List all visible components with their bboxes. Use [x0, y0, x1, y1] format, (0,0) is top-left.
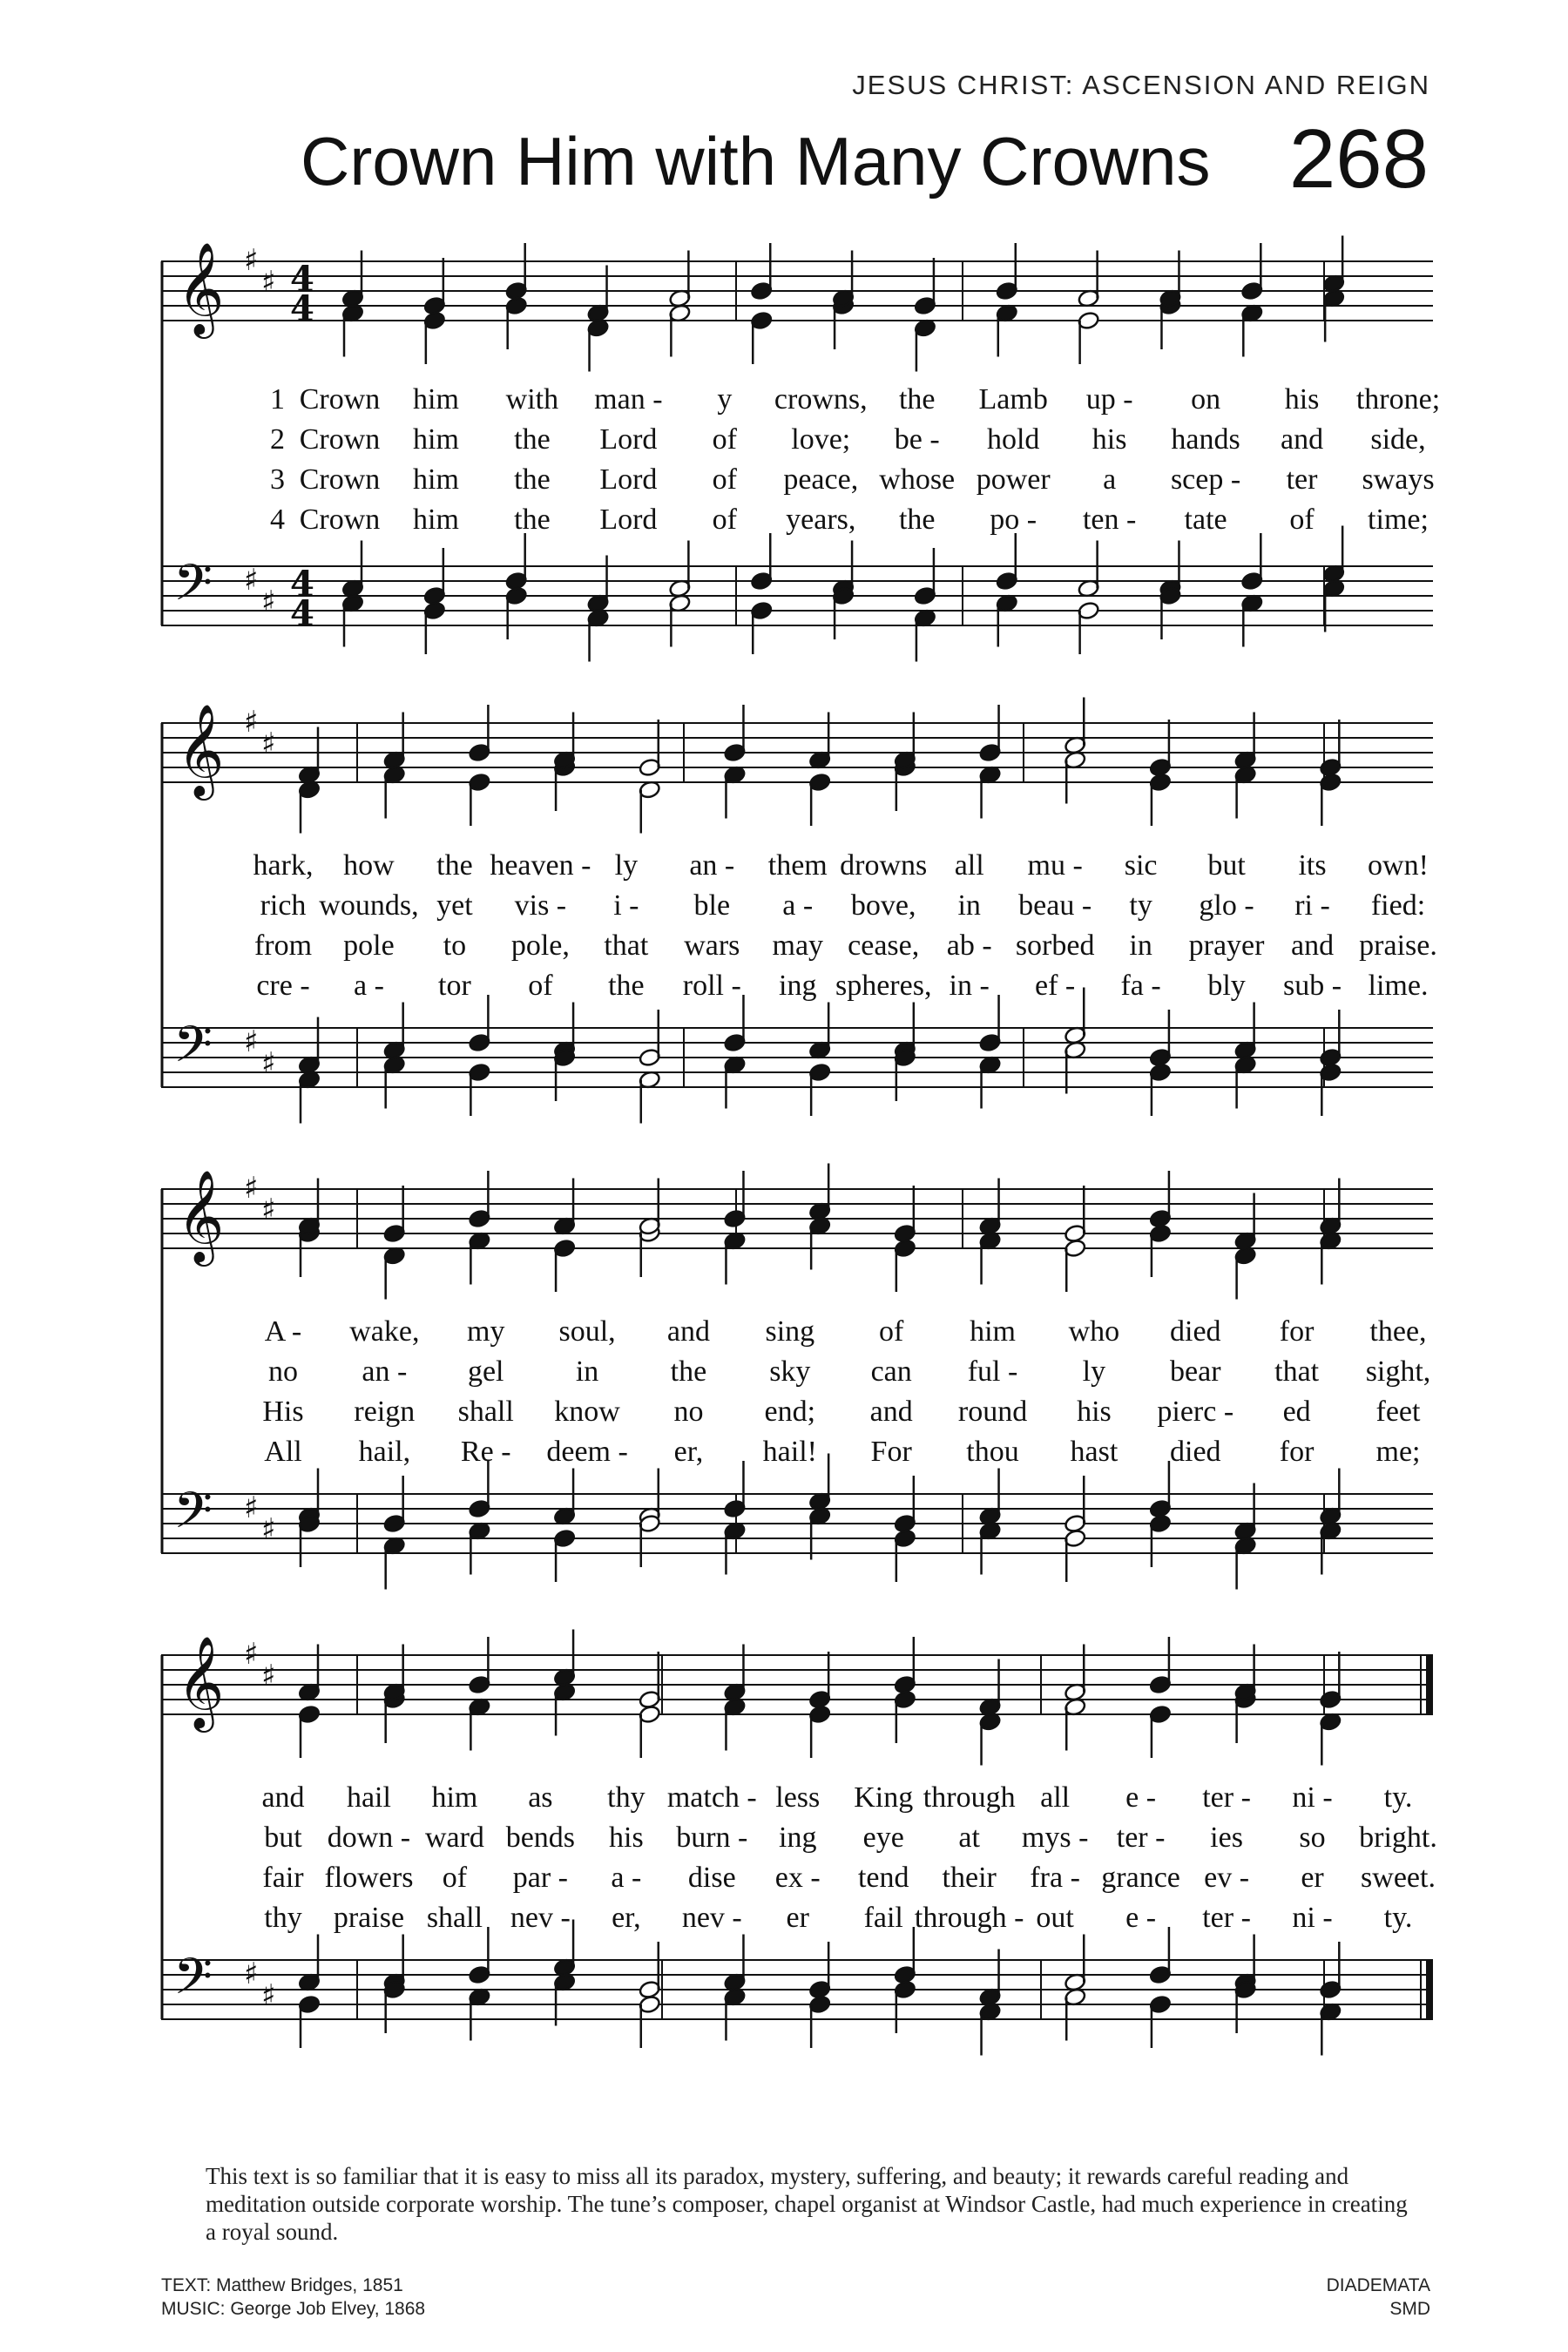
lyric-syllable: shall — [457, 1396, 514, 1428]
lyric-syllable: ty. — [1383, 1781, 1413, 1814]
lyric-syllable: him — [413, 463, 459, 496]
verse-line — [161, 1902, 1433, 1940]
lyric-syllable: of — [712, 423, 737, 456]
verse-line — [161, 889, 1433, 928]
stanza-number: 4 — [270, 504, 285, 536]
stanza-number: 3 — [270, 463, 285, 496]
meter: SMD — [1389, 2299, 1430, 2319]
verse-line — [161, 1355, 1433, 1394]
lyric-syllable: soul, — [558, 1315, 616, 1348]
lyric-syllable: his — [1284, 383, 1320, 416]
lyric-syllable: an - — [689, 849, 735, 882]
lyric-syllable: at — [958, 1821, 980, 1854]
lyric-syllable: ly — [1082, 1355, 1106, 1388]
verse-line — [161, 849, 1433, 888]
lyric-syllable: eye — [862, 1821, 904, 1854]
lyric-syllable: all — [954, 849, 984, 882]
lyric-syllable: the — [514, 423, 551, 456]
credits-left — [161, 2274, 425, 2321]
lyric-syllable: in - — [949, 970, 990, 1002]
lyric-syllable: so — [1299, 1821, 1326, 1854]
lyric-syllable: roll - — [682, 970, 741, 1002]
lyric-syllable: up - — [1085, 383, 1133, 416]
lyric-syllable: flowers — [324, 1862, 414, 1894]
lyric-syllable: bends — [505, 1821, 576, 1854]
lyric-syllable: through - — [914, 1902, 1024, 1934]
lyric-syllable: prayer — [1188, 929, 1265, 962]
sharp-icon: ♯ — [244, 243, 259, 278]
lyric-syllable: His — [262, 1396, 304, 1428]
treble-clef-icon: 𝄞 — [177, 1169, 225, 1262]
lyric-syllable: thou — [966, 1436, 1019, 1468]
bass-clef-icon: 𝄢 — [173, 553, 213, 625]
lyric-syllable: in — [1129, 929, 1152, 962]
lyric-syllable: pole — [343, 929, 395, 962]
lyric-syllable: ter — [1286, 463, 1318, 496]
lyric-syllable: bove, — [850, 889, 916, 922]
lyric-syllable: Crown — [299, 423, 381, 456]
lyric-syllable: him — [970, 1315, 1016, 1348]
lyric-syllable: in — [957, 889, 981, 922]
lyric-syllable: drowns — [840, 849, 928, 882]
lyric-syllable: glo - — [1199, 889, 1254, 922]
verse-line — [161, 1862, 1436, 1900]
lyric-syllable: the — [898, 504, 936, 536]
lyric-syllable: man - — [594, 383, 663, 416]
lyric-syllable: po - — [990, 504, 1037, 536]
lyric-syllable: with — [505, 383, 559, 416]
lyric-syllable: cease, — [848, 929, 920, 962]
lyric-syllable: grance — [1101, 1862, 1180, 1894]
lyric-syllable: praise — [333, 1902, 405, 1934]
lyric-syllable: wounds, — [319, 889, 419, 922]
lyric-syllable: scep - — [1170, 463, 1241, 496]
lyric-syllable: ev - — [1204, 1862, 1250, 1894]
lyric-syllable: spheres, — [835, 970, 932, 1002]
lyric-syllable: how — [343, 849, 395, 882]
sharp-icon: ♯ — [261, 727, 276, 761]
sharp-icon: ♯ — [261, 1512, 276, 1547]
verse-line — [161, 929, 1437, 968]
lyric-syllable: him — [413, 504, 459, 536]
final-barline — [1426, 1655, 1433, 1714]
lyric-syllable: hast — [1070, 1436, 1119, 1468]
time-signature-4: 4 — [290, 288, 314, 329]
sharp-icon: ♯ — [244, 1024, 259, 1059]
sharp-icon: ♯ — [244, 1171, 259, 1206]
lyric-syllable: round — [957, 1396, 1028, 1428]
sharp-icon: ♯ — [261, 1659, 276, 1693]
section-label: JESUS CHRIST: ASCENSION AND REIGN — [852, 70, 1430, 100]
sharp-icon: ♯ — [244, 1957, 259, 1991]
lyric-syllable: of — [528, 970, 553, 1002]
lyric-syllable: time; — [1368, 504, 1429, 536]
lyric-syllable: a - — [782, 889, 814, 922]
lyric-syllable: can — [870, 1355, 912, 1388]
lyric-syllable: to — [443, 929, 467, 962]
lyric-syllable: praise. — [1359, 929, 1437, 962]
lyric-syllable: power — [976, 463, 1051, 496]
lyric-syllable: and — [261, 1781, 305, 1814]
lyric-syllable: no — [673, 1396, 704, 1428]
lyric-syllable: cre - — [256, 970, 310, 1002]
bass-clef-icon: 𝄢 — [173, 1947, 213, 2018]
lyric-syllable: an - — [362, 1355, 408, 1388]
lyric-syllable: ble — [693, 889, 731, 922]
lyric-syllable: sub - — [1283, 970, 1342, 1002]
verse-line — [161, 1781, 1433, 1820]
lyric-syllable: thy — [607, 1781, 645, 1814]
lyric-syllable: through — [923, 1781, 1016, 1814]
lyric-syllable: him — [431, 1781, 478, 1814]
lyric-syllable: sorbed — [1015, 929, 1095, 962]
lyric-syllable: a — [1103, 463, 1117, 496]
lyric-syllable: bright. — [1359, 1821, 1437, 1854]
text-credit: TEXT: Matthew Bridges, 1851 — [161, 2275, 403, 2295]
lyric-syllable: me; — [1375, 1436, 1421, 1468]
lyric-syllable: feet — [1375, 1396, 1421, 1428]
lyric-syllable: a - — [353, 970, 384, 1002]
lyric-syllable: ex - — [774, 1862, 821, 1894]
bass-clef-icon: 𝄢 — [173, 1015, 213, 1086]
lyric-syllable: his — [609, 1821, 644, 1854]
lyric-syllable: shall — [426, 1902, 483, 1934]
lyric-syllable: that — [604, 929, 649, 962]
lyric-syllable: may — [772, 929, 824, 962]
lyric-syllable: Crown — [299, 504, 381, 536]
lyric-syllable: Crown — [299, 383, 381, 416]
lyric-syllable: but — [264, 1821, 302, 1854]
lyric-syllable: of — [879, 1315, 904, 1348]
lyric-syllable: of — [712, 463, 737, 496]
sharp-icon: ♯ — [261, 265, 276, 300]
sharp-icon: ♯ — [261, 1046, 276, 1081]
lyric-syllable: wars — [684, 929, 740, 962]
lyric-syllable: of — [712, 504, 737, 536]
lyric-syllable: ed — [1282, 1396, 1311, 1428]
treble-clef-icon: 𝄞 — [177, 1635, 225, 1728]
verse-line — [161, 970, 1433, 1008]
bass-clef-icon: 𝄢 — [173, 1481, 213, 1552]
lyric-syllable: hands — [1171, 423, 1240, 456]
lyric-syllable: ly — [614, 849, 639, 882]
lyric-syllable: down - — [327, 1821, 411, 1854]
lyric-syllable: er, — [673, 1436, 704, 1468]
sharp-icon: ♯ — [244, 1637, 259, 1672]
lyric-syllable: e - — [1125, 1781, 1157, 1814]
verse-line — [161, 423, 1433, 462]
lyric-syllable: the — [670, 1355, 707, 1388]
lyric-syllable: his — [1092, 423, 1127, 456]
lyric-syllable: the — [608, 970, 645, 1002]
verse-line — [161, 504, 1433, 542]
lyric-syllable: the — [514, 504, 551, 536]
lyric-syllable: for — [1279, 1315, 1315, 1348]
lyric-syllable: par - — [512, 1862, 568, 1894]
lyric-syllable: heaven - — [490, 849, 591, 882]
lyric-syllable: the — [898, 383, 936, 416]
stanza-number: 2 — [270, 423, 285, 456]
stanza-number: 1 — [270, 383, 285, 416]
sharp-icon: ♯ — [261, 585, 276, 619]
music-system-3 — [161, 1169, 1433, 1625]
lyric-syllable: nev - — [510, 1902, 571, 1934]
lyric-syllable: Re - — [460, 1436, 511, 1468]
lyric-syllable: know — [554, 1396, 620, 1428]
lyric-syllable: a - — [611, 1862, 642, 1894]
lyric-syllable: and — [666, 1315, 710, 1348]
lyric-syllable: the — [436, 849, 473, 882]
lyric-syllable: thy — [264, 1902, 302, 1934]
lyric-syllable: ful - — [967, 1355, 1018, 1388]
lyric-syllable: er — [1301, 1862, 1324, 1894]
lyric-syllable: died — [1169, 1436, 1221, 1468]
sharp-icon: ♯ — [261, 1978, 276, 2013]
music-system-4 — [161, 1635, 1437, 2091]
verse-line — [161, 1821, 1437, 1860]
sharp-icon: ♯ — [244, 705, 259, 740]
lyric-syllable: throne; — [1355, 383, 1441, 416]
lyric-syllable: sweet. — [1361, 1862, 1436, 1894]
lyric-syllable: pierc - — [1157, 1396, 1234, 1428]
lyric-syllable: fa - — [1120, 970, 1161, 1002]
credits-right — [1327, 2274, 1430, 2321]
hymn-title: Crown Him with Many Crowns — [301, 123, 1211, 199]
lyric-syllable: ten - — [1082, 504, 1137, 536]
lyric-syllable: Lamb — [978, 383, 1048, 416]
lyric-syllable: on — [1191, 383, 1221, 416]
lyric-syllable: Lord — [599, 423, 658, 456]
lyric-syllable: peace, — [783, 463, 859, 496]
lyric-syllable: him — [413, 423, 459, 456]
lyric-syllable: nev - — [681, 1902, 742, 1934]
lyric-syllable: and — [1290, 929, 1335, 962]
lyric-syllable: All — [264, 1436, 302, 1468]
lyric-syllable: and — [869, 1396, 913, 1428]
lyric-syllable: bear — [1170, 1355, 1221, 1388]
lyric-syllable: Lord — [599, 463, 658, 496]
lyric-syllable: ter - — [1116, 1821, 1166, 1854]
lyric-syllable: sic — [1124, 849, 1158, 882]
lyric-syllable: be - — [894, 423, 940, 456]
lyric-syllable: ing — [779, 970, 817, 1002]
lyric-syllable: Lord — [599, 504, 658, 536]
lyric-syllable: Crown — [299, 463, 381, 496]
lyric-syllable: ni - — [1292, 1781, 1333, 1814]
sharp-icon: ♯ — [244, 563, 259, 598]
lyric-syllable: er — [786, 1902, 809, 1934]
lyric-syllable: end; — [764, 1396, 816, 1428]
lyric-syllable: ing — [779, 1821, 817, 1854]
lyric-syllable: y — [717, 383, 733, 416]
lyric-syllable: his — [1077, 1396, 1112, 1428]
lyric-syllable: the — [514, 463, 551, 496]
lyric-syllable: mu - — [1027, 849, 1083, 882]
lyric-syllable: their — [942, 1862, 997, 1894]
lyric-syllable: hail — [346, 1781, 391, 1814]
lyric-syllable: as — [528, 1781, 553, 1814]
lyric-syllable: dise — [687, 1862, 736, 1894]
lyric-syllable: all — [1040, 1781, 1071, 1814]
verse-line — [161, 1436, 1433, 1474]
lyric-syllable: For — [870, 1436, 912, 1468]
lyric-syllable: of — [1289, 504, 1315, 536]
lyric-syllable: that — [1274, 1355, 1320, 1388]
lyric-syllable: ef - — [1035, 970, 1076, 1002]
lyric-syllable: and — [1280, 423, 1324, 456]
lyric-syllable: of — [442, 1862, 468, 1894]
lyric-syllable: whose — [879, 463, 956, 496]
lyric-syllable: wake, — [349, 1315, 420, 1348]
hymn-number: 268 — [1288, 112, 1429, 206]
lyric-syllable: tor — [438, 970, 471, 1002]
verse-line — [161, 463, 1433, 502]
lyric-syllable: ri - — [1294, 889, 1330, 922]
verse-line — [161, 1396, 1433, 1434]
lyric-syllable: no — [268, 1355, 298, 1388]
lyric-syllable: A - — [264, 1315, 302, 1348]
lyric-syllable: mys - — [1021, 1821, 1089, 1854]
treble-clef-icon: 𝄞 — [177, 241, 225, 335]
lyric-syllable: crowns, — [774, 383, 868, 416]
verse-line — [161, 1315, 1433, 1354]
lyric-syllable: i - — [613, 889, 639, 922]
lyric-syllable: ies — [1210, 1821, 1243, 1854]
hymn-commentary: This text is so familiar that it is easy to miss all its paradox, mystery, suffering, and beauty; it rewards careful reading and meditation outside corporate worship. The tune’s composer, chapel organist at Windsor Castle, had much experience in creating a royal sound. — [206, 2163, 1408, 2245]
lyric-syllable: reign — [354, 1396, 416, 1428]
lyric-syllable: out — [1036, 1902, 1074, 1934]
lyric-syllable: in — [575, 1355, 599, 1388]
lyric-syllable: ty — [1129, 889, 1152, 922]
lyric-syllable: fail — [863, 1902, 903, 1934]
time-signature-4: 4 — [290, 564, 314, 605]
music-credit: MUSIC: George Job Elvey, 1868 — [161, 2299, 426, 2319]
lyric-syllable: him — [413, 383, 459, 416]
lyric-syllable: sight, — [1365, 1355, 1431, 1388]
lyric-syllable: gel — [467, 1355, 504, 1388]
lyric-syllable: ty. — [1383, 1902, 1413, 1934]
lyric-syllable: years, — [786, 504, 856, 536]
lyric-syllable: hail! — [762, 1436, 817, 1468]
lyric-syllable: fra - — [1030, 1862, 1080, 1894]
lyric-syllable: tate — [1184, 504, 1227, 536]
lyric-syllable: tend — [857, 1862, 909, 1894]
final-barline — [1426, 1960, 1433, 2019]
lyric-syllable: fair — [262, 1862, 304, 1894]
lyric-syllable: love; — [791, 423, 851, 456]
time-signature-4: 4 — [290, 593, 314, 634]
lyric-syllable: died — [1169, 1315, 1221, 1348]
lyric-syllable: sways — [1362, 463, 1435, 496]
lyric-syllable: pole, — [510, 929, 570, 962]
lyric-syllable: er, — [612, 1902, 641, 1934]
lyric-syllable: ter - — [1202, 1781, 1251, 1814]
lyric-syllable: ab - — [946, 929, 992, 962]
music-system-2 — [161, 703, 1437, 1159]
lyric-syllable: side, — [1370, 423, 1426, 456]
tune-name: DIADEMATA — [1326, 2275, 1430, 2295]
lyric-syllable: less — [775, 1781, 821, 1814]
lyric-syllable: King — [854, 1781, 914, 1814]
lyric-syllable: for — [1279, 1436, 1315, 1468]
lyric-syllable: vis - — [514, 889, 567, 922]
verse-line — [161, 383, 1441, 422]
time-signature-4: 4 — [290, 259, 314, 300]
lyric-syllable: from — [253, 929, 313, 962]
lyric-syllable: thee, — [1369, 1315, 1427, 1348]
lyric-syllable: them — [767, 849, 828, 882]
music-system-1 — [161, 241, 1441, 697]
lyric-syllable: but — [1207, 849, 1246, 882]
lyric-syllable: own! — [1368, 849, 1429, 882]
lyric-syllable: its — [1298, 849, 1327, 882]
lyric-syllable: ni - — [1292, 1902, 1333, 1934]
lyric-syllable: hark, — [253, 849, 314, 882]
treble-clef-icon: 𝄞 — [177, 703, 225, 796]
lyric-syllable: yet — [436, 889, 473, 922]
lyric-syllable: sing — [765, 1315, 815, 1348]
lyric-syllable: ter - — [1202, 1902, 1251, 1934]
sharp-icon: ♯ — [261, 1193, 276, 1227]
lyric-syllable: bly — [1207, 970, 1246, 1002]
lyric-syllable: my — [466, 1315, 505, 1348]
lyric-syllable: sky — [769, 1355, 811, 1388]
lyric-syllable: ward — [424, 1821, 484, 1854]
lyric-syllable: burn - — [676, 1821, 748, 1854]
lyric-syllable: rich — [260, 889, 307, 922]
lyric-syllable: e - — [1125, 1902, 1157, 1934]
lyric-syllable: lime. — [1368, 970, 1429, 1002]
sharp-icon: ♯ — [244, 1490, 259, 1525]
lyric-syllable: beau - — [1018, 889, 1092, 922]
lyric-syllable: match - — [666, 1781, 757, 1814]
lyric-syllable: deem - — [546, 1436, 628, 1468]
lyric-syllable: fied: — [1370, 889, 1426, 922]
lyric-syllable: hold — [986, 423, 1040, 456]
lyric-syllable: hail, — [358, 1436, 411, 1468]
lyric-syllable: who — [1068, 1315, 1120, 1348]
